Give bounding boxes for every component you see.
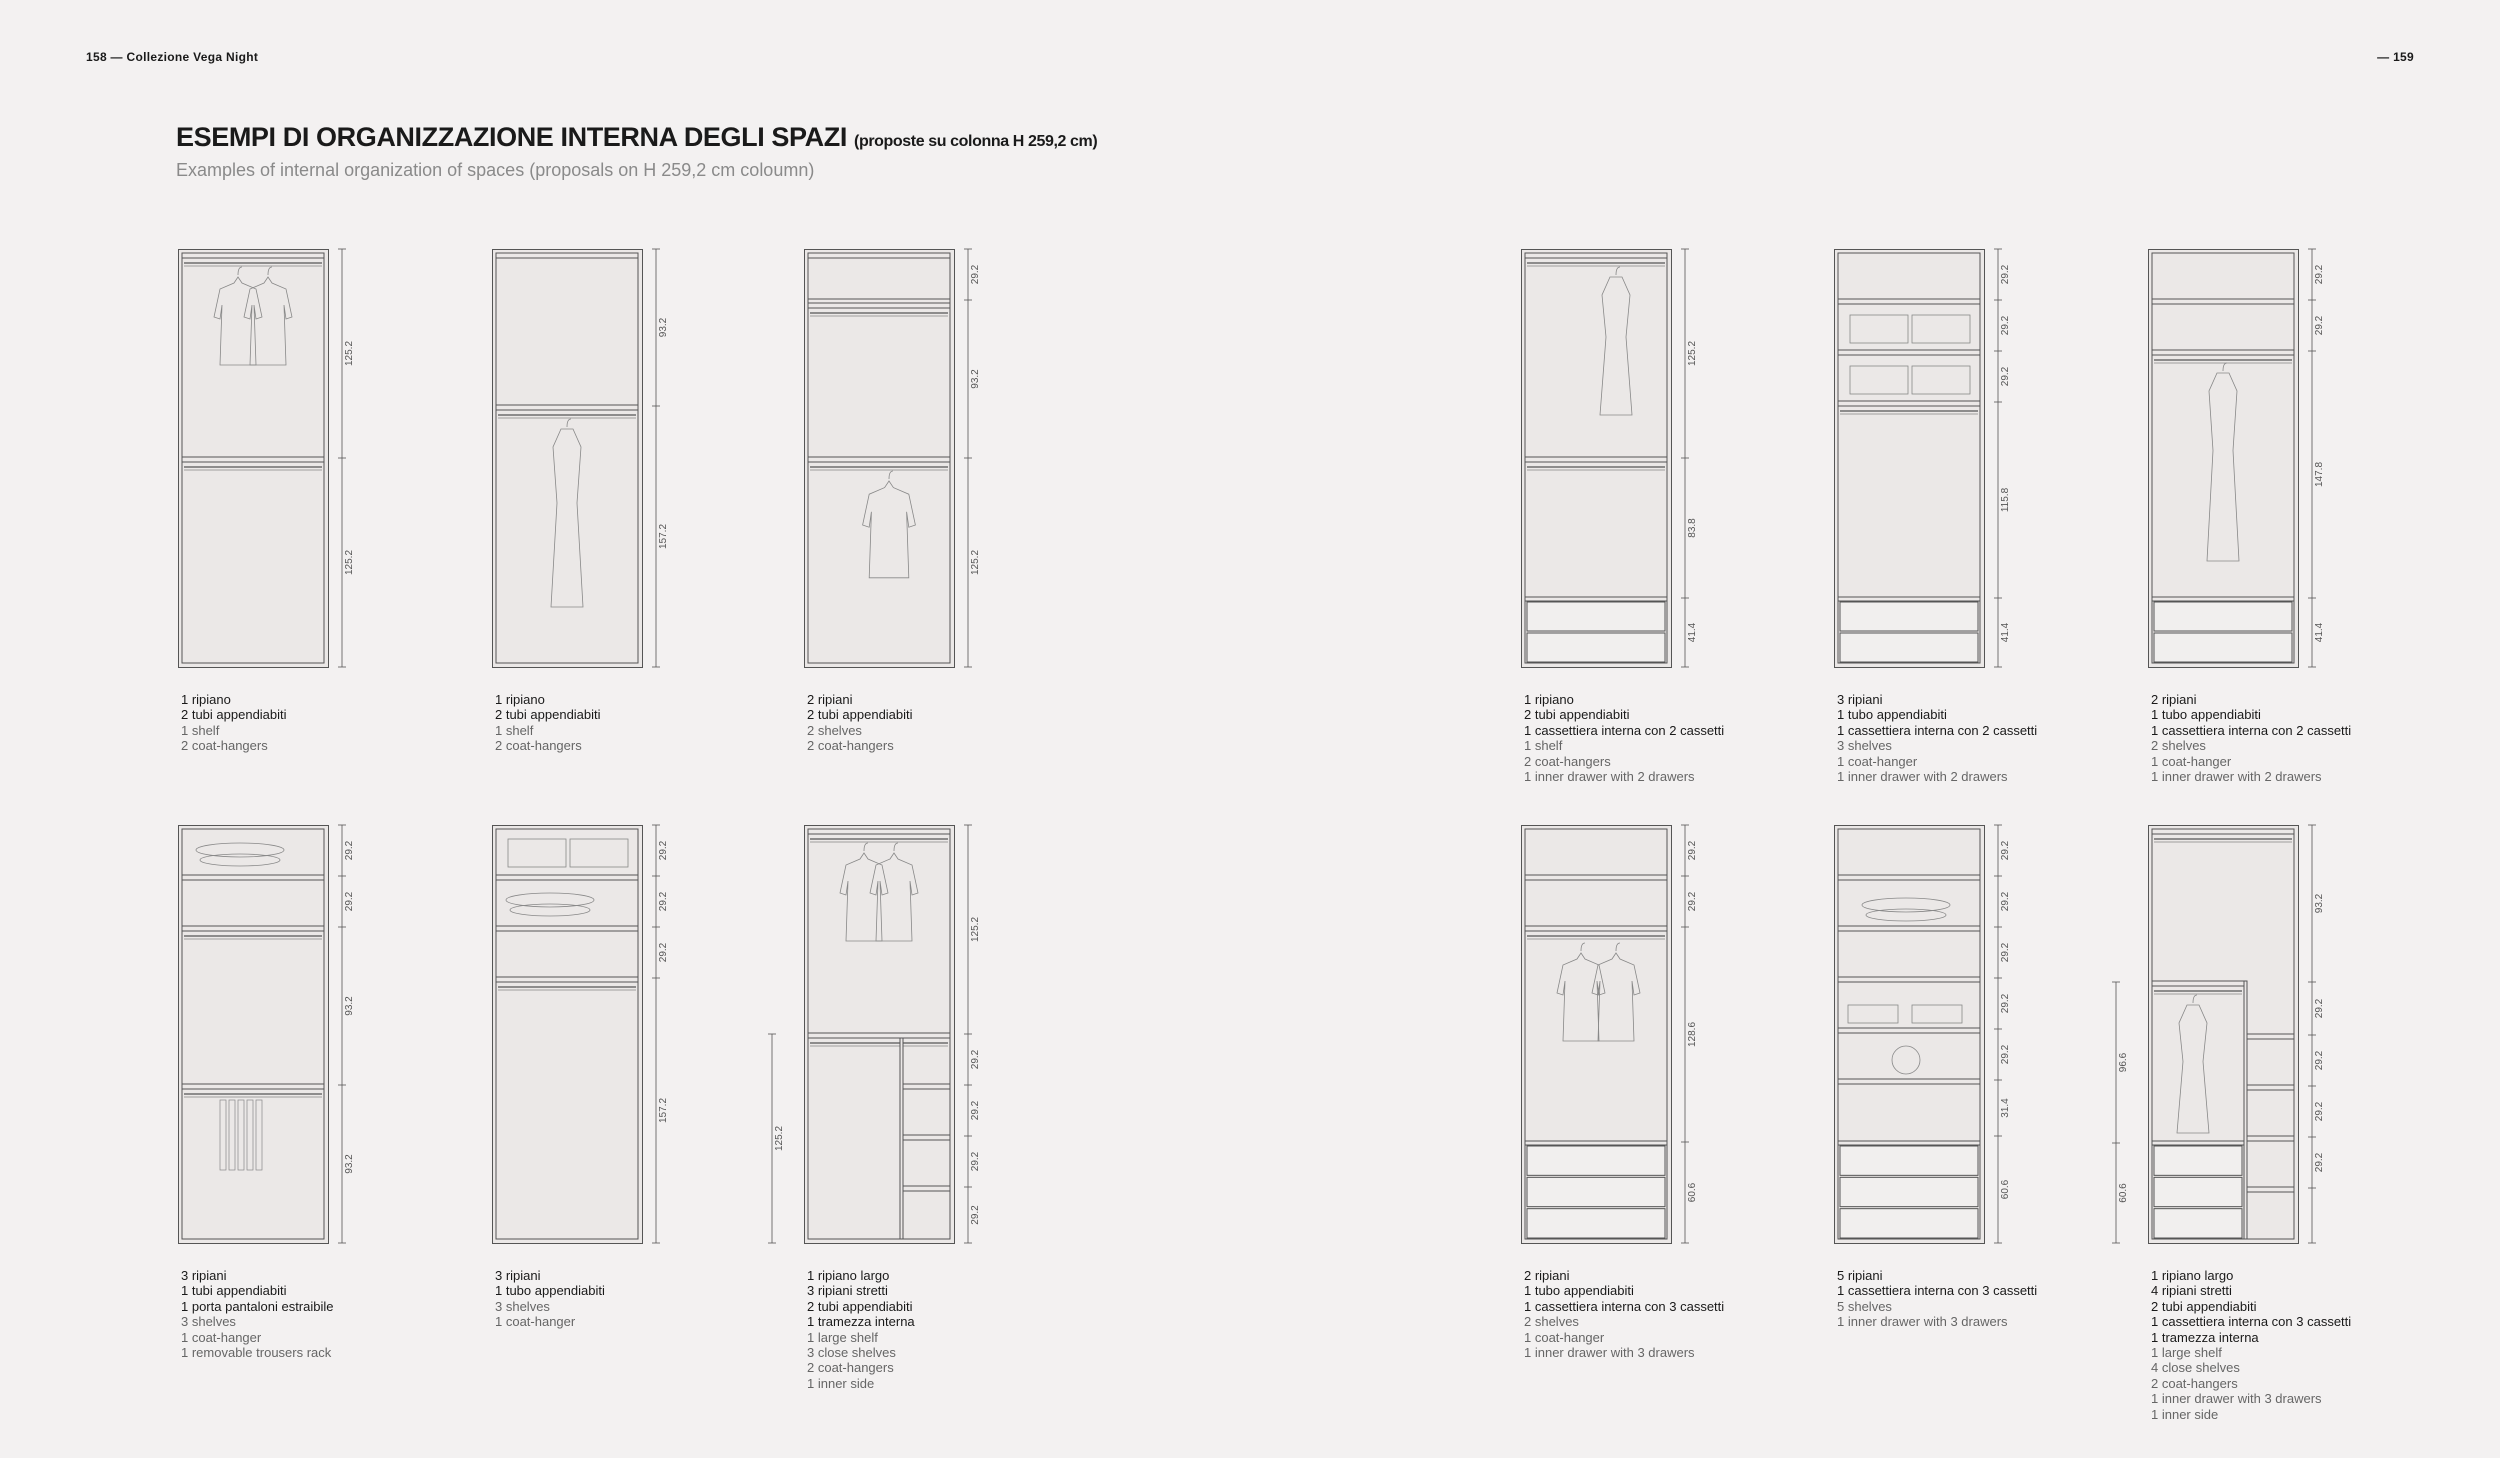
caption-line-en: 1 shelf xyxy=(181,722,220,738)
dimension-label: 93.2 xyxy=(970,369,981,389)
dimension-label: 125.2 xyxy=(1687,340,1698,367)
shelf xyxy=(1838,1028,1980,1033)
shelf xyxy=(182,926,324,931)
caption-line-it: 2 tubi appendiabiti xyxy=(807,707,913,723)
caption-line-en: 1 inner drawer with 2 drawers xyxy=(2151,769,2322,785)
dimension-label: 93.2 xyxy=(2314,893,2325,914)
shelf xyxy=(1838,401,1980,406)
shelf xyxy=(1838,350,1980,355)
dimension-label: 29.2 xyxy=(2000,366,2011,387)
dimension-label: 60.6 xyxy=(2118,1183,2129,1203)
dimension-label: 29.2 xyxy=(344,840,355,861)
unit-caption xyxy=(181,692,287,754)
dimension-label: 29.2 xyxy=(344,891,355,912)
wardrobe-diagram xyxy=(178,248,378,678)
caption-line-it: 2 tubi appendiabiti xyxy=(1524,707,1630,723)
wardrobe-unit xyxy=(178,248,378,808)
dimension-label: 29.2 xyxy=(658,942,669,963)
shelf xyxy=(808,457,950,462)
dimension-label: 29.2 xyxy=(970,1100,981,1121)
caption-line-it: 2 tubi appendiabiti xyxy=(807,1298,913,1314)
caption-line-en: 1 inner drawer with 3 drawers xyxy=(1524,1345,1695,1361)
shelf xyxy=(808,829,950,834)
caption-line-it: 1 tubi appendiabiti xyxy=(181,1283,287,1299)
dimension-label: 125.2 xyxy=(344,549,355,576)
caption-line-en: 1 coat-hanger xyxy=(1524,1329,1605,1345)
wardrobe-unit xyxy=(2118,824,2352,1422)
dimension-label: 29.2 xyxy=(2314,998,2325,1019)
shelf xyxy=(2152,981,2244,986)
caption-line-it: 2 ripiani xyxy=(807,692,853,707)
dimension-label: 96.6 xyxy=(2118,1052,2129,1073)
drawer-top xyxy=(1525,1141,1667,1145)
caption-line-it: 4 ripiani stretti xyxy=(2151,1283,2232,1299)
dimension-label: 29.2 xyxy=(970,1151,981,1172)
wardrobe-unit xyxy=(1521,248,1725,808)
wardrobe-unit xyxy=(1834,824,2038,1384)
wardrobe-unit xyxy=(178,824,378,1384)
shelf xyxy=(1838,875,1980,880)
caption-line-en: 1 coat-hanger xyxy=(2151,753,2232,769)
dimension-label: 29.2 xyxy=(2000,993,2011,1014)
caption-line-en: 2 coat-hangers xyxy=(2151,1375,2238,1391)
unit-caption xyxy=(1524,1268,1724,1360)
shelf xyxy=(1838,977,1980,982)
dimension-label: 29.2 xyxy=(2000,1044,2011,1065)
caption-line-it: 1 tramezza interna xyxy=(807,1314,915,1330)
caption-line-it: 1 ripiano xyxy=(495,692,545,707)
page-number-right: — 159 xyxy=(2377,50,2414,64)
caption-line-en: 1 inner drawer with 3 drawers xyxy=(2151,1391,2322,1407)
title-note: (proposte su colonna H 259,2 cm) xyxy=(854,133,1098,150)
shelf xyxy=(903,1084,950,1089)
shelf xyxy=(182,1084,324,1089)
drawer xyxy=(1840,633,1978,662)
caption-line-it: 1 cassettiera interna con 3 cassetti xyxy=(1837,1283,2038,1299)
drawer xyxy=(1527,602,1665,631)
dimension-label: 125.2 xyxy=(344,340,355,367)
shelf xyxy=(2152,350,2294,355)
drawer-top xyxy=(1838,597,1980,601)
dimension-label: 93.2 xyxy=(344,996,355,1016)
shelf xyxy=(1525,875,1667,880)
caption-line-it: 1 ripiano largo xyxy=(2151,1268,2234,1283)
dimension-label: 93.2 xyxy=(344,1154,355,1174)
unit-caption xyxy=(495,1268,605,1330)
caption-line-it: 1 tubo appendiabiti xyxy=(1524,1283,1634,1299)
caption-line-en: 1 inner drawer with 2 drawers xyxy=(1837,769,2008,785)
drawer xyxy=(2154,1146,2242,1175)
caption-line-en: 2 coat-hangers xyxy=(181,738,268,754)
caption-line-en: 3 shelves xyxy=(495,1298,550,1314)
wardrobe-unit xyxy=(2148,248,2352,808)
shelf xyxy=(496,977,638,982)
caption-line-en: 2 shelves xyxy=(1524,1314,1579,1330)
caption-line-it: 5 ripiani xyxy=(1837,1268,1883,1283)
cabinet-frame xyxy=(493,826,643,1244)
dimension-label: 29.2 xyxy=(2000,891,2011,912)
wardrobe-unit xyxy=(1521,824,1725,1384)
caption-line-it: 1 tubo appendiabiti xyxy=(2151,707,2261,723)
caption-line-it: 1 cassettiera interna con 3 cassetti xyxy=(1524,1298,1725,1314)
drawer-top xyxy=(1838,1141,1980,1145)
shelf xyxy=(903,1186,950,1191)
dimension-label: 29.2 xyxy=(970,1049,981,1070)
drawer xyxy=(1840,602,1978,631)
wardrobe-unit xyxy=(804,248,1004,808)
dimension-label: 115.8 xyxy=(2000,487,2011,513)
caption-line-en: 3 close shelves xyxy=(807,1345,896,1361)
caption-line-it: 2 ripiani xyxy=(1524,1268,1570,1283)
shelf xyxy=(808,1033,950,1038)
caption-line-it: 1 porta pantaloni estraibile xyxy=(181,1298,334,1314)
caption-line-en: 2 coat-hangers xyxy=(807,1360,894,1376)
wardrobe-diagram xyxy=(2148,248,2348,678)
drawer-top xyxy=(2152,1141,2244,1145)
drawer xyxy=(1840,1177,1978,1206)
wardrobe-diagram xyxy=(774,824,1004,1254)
dimension-label: 125.2 xyxy=(774,1125,785,1152)
wardrobe-unit xyxy=(1834,248,2038,808)
dimension-label: 29.2 xyxy=(2314,1101,2325,1122)
dimension-label: 29.2 xyxy=(658,840,669,861)
unit-caption xyxy=(495,692,601,754)
caption-line-it: 1 tramezza interna xyxy=(2151,1329,2259,1345)
caption-line-it: 3 ripiani xyxy=(181,1268,227,1283)
caption-line-it: 1 cassettiera interna con 3 cassetti xyxy=(2151,1314,2352,1330)
drawer xyxy=(1527,1146,1665,1175)
caption-line-it: 1 ripiano xyxy=(181,692,231,707)
caption-line-en: 3 shelves xyxy=(181,1314,236,1330)
page-number-left: 158 — Collezione Vega Night xyxy=(86,50,259,64)
caption-line-en: 1 coat-hanger xyxy=(495,1314,576,1330)
unit-caption xyxy=(807,692,913,754)
shelf xyxy=(496,875,638,880)
page-subtitle: Examples of internal organization of spaces (proposals on H 259,2 cm coloumn) xyxy=(176,160,815,180)
shelf xyxy=(1525,457,1667,462)
shelf xyxy=(808,253,950,258)
shelf xyxy=(2247,1034,2294,1039)
wardrobe-diagram xyxy=(1521,824,1721,1254)
shelf xyxy=(182,253,324,258)
dimension-label: 29.2 xyxy=(2000,264,2011,285)
dimension-label: 29.2 xyxy=(658,891,669,912)
shelf xyxy=(808,303,950,308)
dimension-label: 29.2 xyxy=(2000,315,2011,336)
caption-line-it: 1 ripiano largo xyxy=(807,1268,890,1283)
caption-line-en: 1 removable trousers rack xyxy=(181,1345,332,1361)
drawer xyxy=(2154,633,2292,662)
caption-line-en: 2 coat-hangers xyxy=(807,738,894,754)
dimension-label: 29.2 xyxy=(1687,891,1698,912)
unit-caption xyxy=(1837,1268,2037,1330)
shelf xyxy=(1525,253,1667,258)
caption-line-en: 1 shelf xyxy=(1524,738,1563,754)
caption-line-en: 1 inner drawer with 3 drawers xyxy=(1837,1314,2008,1330)
shelf xyxy=(496,405,638,410)
shelf xyxy=(2152,299,2294,304)
caption-line-en: 3 shelves xyxy=(1837,738,1892,754)
dimension-label: 29.2 xyxy=(2314,1050,2325,1071)
dimension-label: 41.4 xyxy=(2000,622,2011,643)
shelf xyxy=(182,875,324,880)
caption-line-en: 1 large shelf xyxy=(2151,1345,2222,1361)
caption-line-en: 2 coat-hangers xyxy=(1524,753,1611,769)
shelf xyxy=(1838,299,1980,304)
dimension-label: 29.2 xyxy=(970,1205,981,1225)
caption-line-en: 5 shelves xyxy=(1837,1298,1892,1314)
wardrobe-diagram xyxy=(2118,824,2348,1254)
caption-line-it: 1 tubo appendiabiti xyxy=(1837,707,1947,723)
dimension-label: 41.4 xyxy=(2314,622,2325,643)
wardrobe-unit xyxy=(492,824,692,1384)
page-title xyxy=(176,122,1097,153)
dimension-label: 147.8 xyxy=(2314,461,2325,488)
caption-line-en: 1 inner side xyxy=(2151,1406,2219,1422)
caption-line-en: 1 inner drawer with 2 drawers xyxy=(1524,769,1695,785)
shelf xyxy=(496,926,638,931)
caption-line-it: 1 cassettiera interna con 2 cassetti xyxy=(1837,722,2038,738)
wardrobe-diagram xyxy=(1834,824,2034,1254)
caption-line-it: 2 tubi appendiabiti xyxy=(495,707,601,723)
caption-line-it: 3 ripiani xyxy=(495,1268,541,1283)
wardrobe-diagram xyxy=(492,824,692,1254)
unit-caption xyxy=(2151,692,2351,784)
wardrobe-unit xyxy=(492,248,692,808)
dimension-label: 125.2 xyxy=(970,916,981,943)
dimension-label: 31.4 xyxy=(2000,1098,2011,1118)
caption-line-it: 3 ripiani stretti xyxy=(807,1283,888,1299)
drawer xyxy=(1840,1146,1978,1175)
shelf xyxy=(2247,1085,2294,1090)
caption-line-en: 1 shelf xyxy=(495,722,534,738)
shelf xyxy=(1838,926,1980,931)
drawer xyxy=(2154,602,2292,631)
caption-line-it: 2 tubi appendiabiti xyxy=(2151,1298,2257,1314)
dimension-label: 29.2 xyxy=(2314,315,2325,336)
wardrobe-diagram xyxy=(492,248,692,678)
shelf xyxy=(496,253,638,258)
dimension-label: 83.8 xyxy=(1687,518,1698,538)
drawer xyxy=(1527,633,1665,662)
wardrobe-diagram xyxy=(804,248,1004,678)
caption-line-en: 2 shelves xyxy=(2151,738,2206,754)
drawer xyxy=(1527,1209,1665,1238)
shelf xyxy=(1525,926,1667,931)
shelf xyxy=(1838,1079,1980,1084)
caption-line-it: 3 ripiani xyxy=(1837,692,1883,707)
caption-line-en: 1 coat-hanger xyxy=(1837,753,1918,769)
dimension-label: 41.4 xyxy=(1687,622,1698,643)
dimension-label: 157.2 xyxy=(658,523,669,550)
caption-line-it: 1 cassettiera interna con 2 cassetti xyxy=(2151,722,2352,738)
wardrobe-diagram xyxy=(1834,248,2034,678)
dimension-label: 157.2 xyxy=(658,1097,669,1124)
caption-line-en: 2 coat-hangers xyxy=(495,738,582,754)
dimension-label: 29.2 xyxy=(2314,1152,2325,1173)
caption-line-en: 4 close shelves xyxy=(2151,1360,2240,1376)
drawer-top xyxy=(1525,597,1667,601)
dimension-label: 93.2 xyxy=(658,317,669,338)
dimension-label: 29.2 xyxy=(1687,840,1698,861)
drawer xyxy=(2154,1209,2242,1238)
shelf xyxy=(903,1135,950,1140)
caption-line-it: 1 ripiano xyxy=(1524,692,1574,707)
dimension-label: 29.2 xyxy=(2000,840,2011,861)
wardrobe-diagram xyxy=(1521,248,1721,678)
drawer xyxy=(2154,1177,2242,1206)
dimension-label: 125.2 xyxy=(970,549,981,576)
cabinet-frame xyxy=(493,250,643,668)
unit-caption xyxy=(181,1268,334,1360)
dimension-label: 29.2 xyxy=(970,264,981,285)
inner-side xyxy=(2244,981,2247,1239)
unit-caption xyxy=(807,1268,915,1391)
drawer-top xyxy=(2152,597,2294,601)
wardrobe-unit xyxy=(774,824,1004,1391)
shelf xyxy=(2247,1187,2294,1192)
caption-line-en: 2 shelves xyxy=(807,722,862,738)
shelf xyxy=(2247,1136,2294,1141)
unit-caption xyxy=(1524,692,1724,784)
drawer xyxy=(1527,1177,1665,1206)
title-main: ESEMPI DI ORGANIZZAZIONE INTERNA DEGLI SPAZI xyxy=(176,122,847,152)
unit-caption xyxy=(2151,1268,2351,1422)
dimension-label: 29.2 xyxy=(2000,942,2011,963)
caption-line-it: 1 tubo appendiabiti xyxy=(495,1283,605,1299)
drawer xyxy=(1840,1209,1978,1238)
caption-line-en: 1 large shelf xyxy=(807,1329,878,1345)
dimension-label: 29.2 xyxy=(2314,264,2325,285)
dimension-label: 60.6 xyxy=(2000,1179,2011,1200)
dimension-label: 128.6 xyxy=(1687,1021,1698,1048)
caption-line-en: 1 inner side xyxy=(807,1375,875,1391)
unit-caption xyxy=(1837,692,2037,784)
caption-line-it: 1 cassettiera interna con 2 cassetti xyxy=(1524,722,1725,738)
shelf xyxy=(182,457,324,462)
dimension-label: 60.6 xyxy=(1687,1182,1698,1203)
cabinet-frame xyxy=(179,826,329,1244)
caption-line-it: 2 tubi appendiabiti xyxy=(181,707,287,723)
caption-line-en: 1 coat-hanger xyxy=(181,1329,262,1345)
caption-line-it: 2 ripiani xyxy=(2151,692,2197,707)
shelf xyxy=(2152,829,2294,834)
wardrobe-diagram xyxy=(178,824,378,1254)
